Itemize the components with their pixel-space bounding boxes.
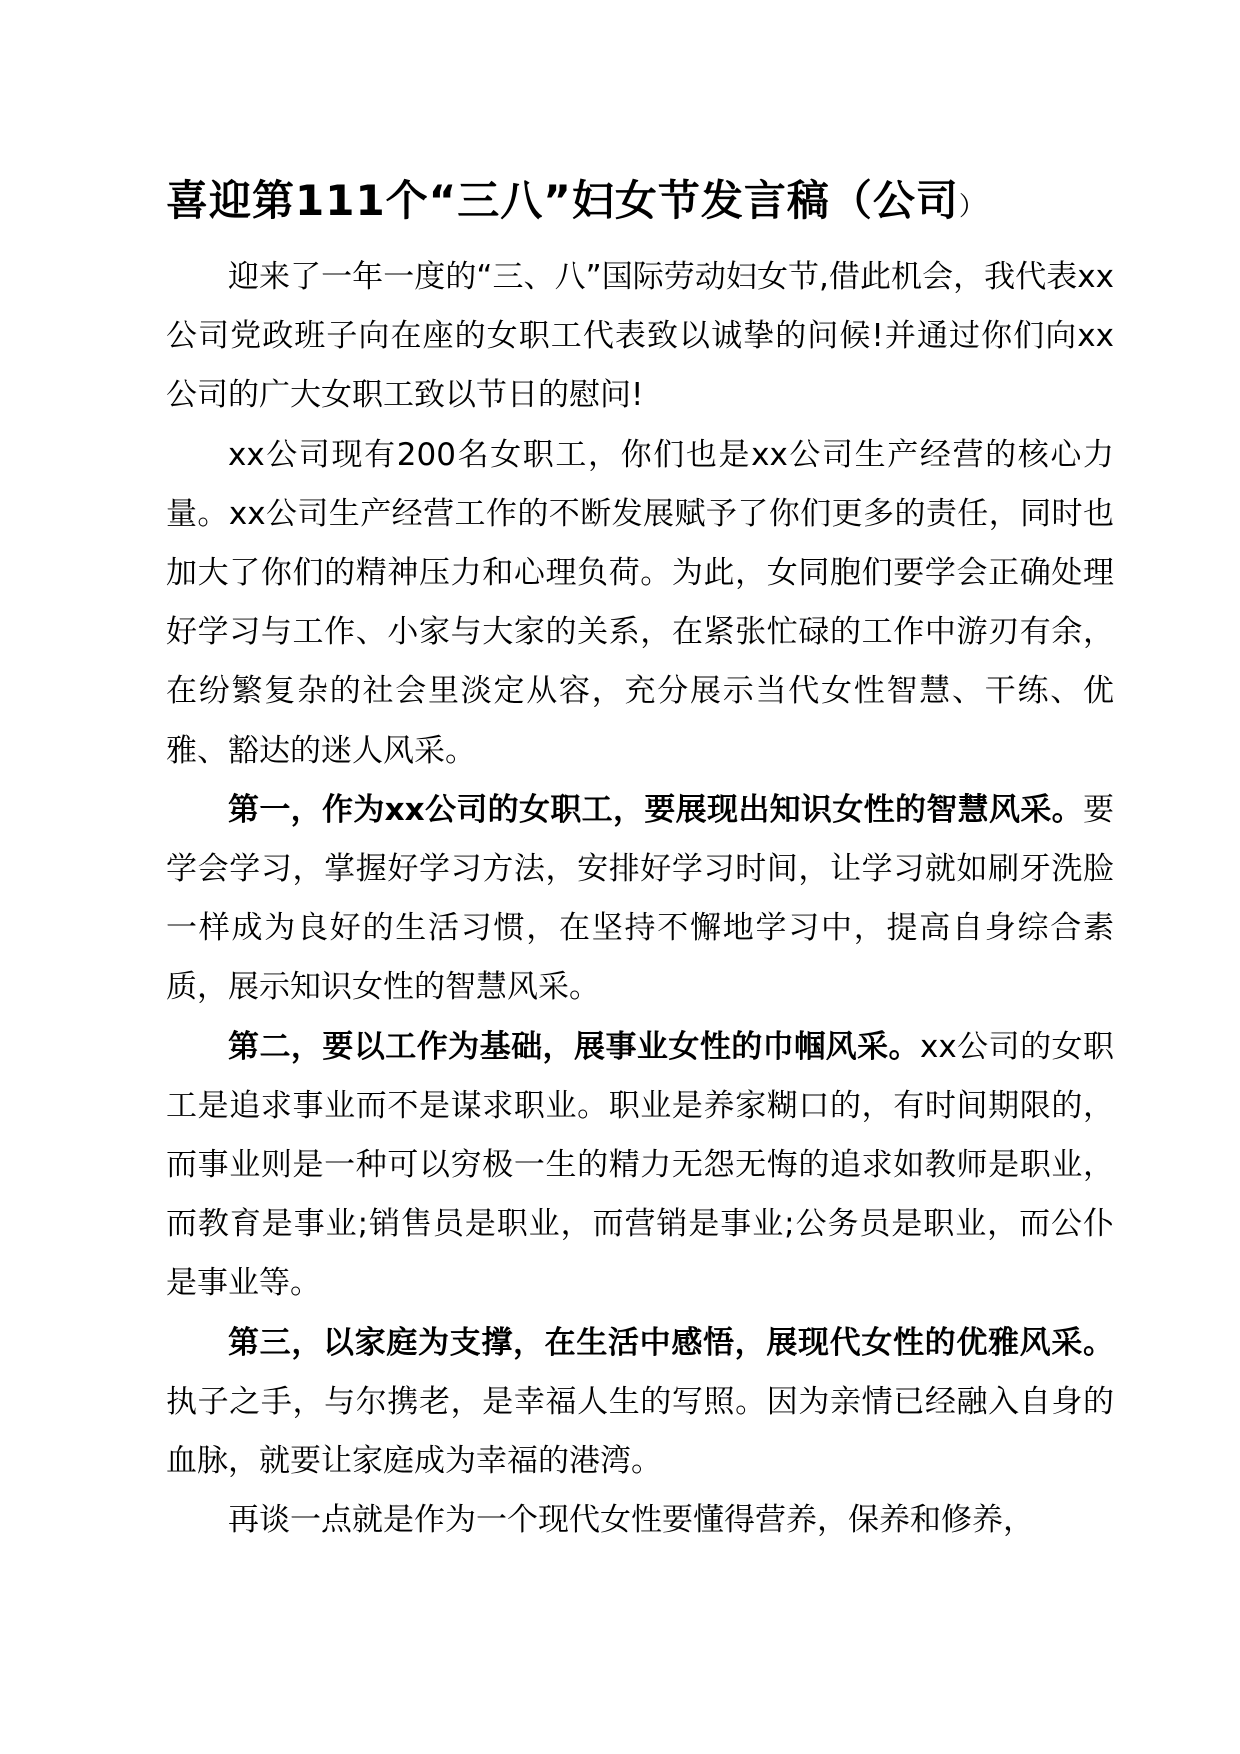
paragraph-second-point [166,1018,1114,1314]
second-point-text: xx公司的女职工是追求事业而不是谋求职业。职业是养家糊口的，有时间期限的，而事业则是一种可以穷极一生的精力无怨无悔的追求如教师是职业，而教育是事业;销售员是职业，而营销是事业;公务员是职业，而公仆是事业等。 [166,1028,1114,1302]
paragraph-greeting [166,248,1114,426]
document-title-tail: ） [958,192,986,222]
first-point-text: 要学会学习，掌握好学习方法，安排好学习时间，让学习就如刷牙洗脸一样成为良好的生活习惯，在坚持不懈地学习中，提高自身综合素质，展示知识女性的智慧风采。 [166,791,1114,1006]
third-point-text: 执子之手，与尔携老，是幸福人生的写照。因为亲情已经融入自身的血脉，就要让家庭成为幸福的港湾。 [166,1383,1114,1480]
first-point-heading: 第一，作为xx公司的女职工，要展现出知识女性的智慧风采。 [228,791,1083,828]
paragraph-closing [166,1491,1114,1550]
paragraph-third-point [166,1314,1114,1492]
document-title [166,168,1114,240]
paragraph-overview [166,426,1114,781]
second-point-heading: 第二，要以工作为基础，展事业女性的巾帼风采。 [228,1028,921,1065]
third-point-heading: 第三，以家庭为支撑，在生活中感悟，展现代女性的优雅风采。 [228,1324,1114,1361]
paragraph-greeting-text: 迎来了一年一度的“三、八”国际劳动妇女节,借此机会，我代表xx公司党政班子向在座的女职工代表致以诚挚的问候!并通过你们向xx公司的广大女职工致以节日的慰问! [166,259,1114,414]
document-page [166,168,1114,1550]
paragraph-overview-text: xx公司现有200名女职工，你们也是xx公司生产经营的核心力量。xx公司生产经营工作的不断发展赋予了你们更多的责任，同时也加大了你们的精神压力和心理负荷。为此，女同胞们要学会正确处理好学习与工作、小家与大家的关系，在紧张忙碌的工作中游刃有余，在纷繁复杂的社会里淡定从容，充分展示当代女性智慧、干练、优雅、豁达的迷人风采。 [166,436,1114,769]
paragraph-first-point [166,781,1114,1018]
document-title-main: 喜迎第111个“三八”妇女节发言稿（公司 [166,176,959,225]
paragraph-closing-text: 再谈一点就是作为一个现代女性要懂得营养，保养和修养， [228,1502,1034,1539]
